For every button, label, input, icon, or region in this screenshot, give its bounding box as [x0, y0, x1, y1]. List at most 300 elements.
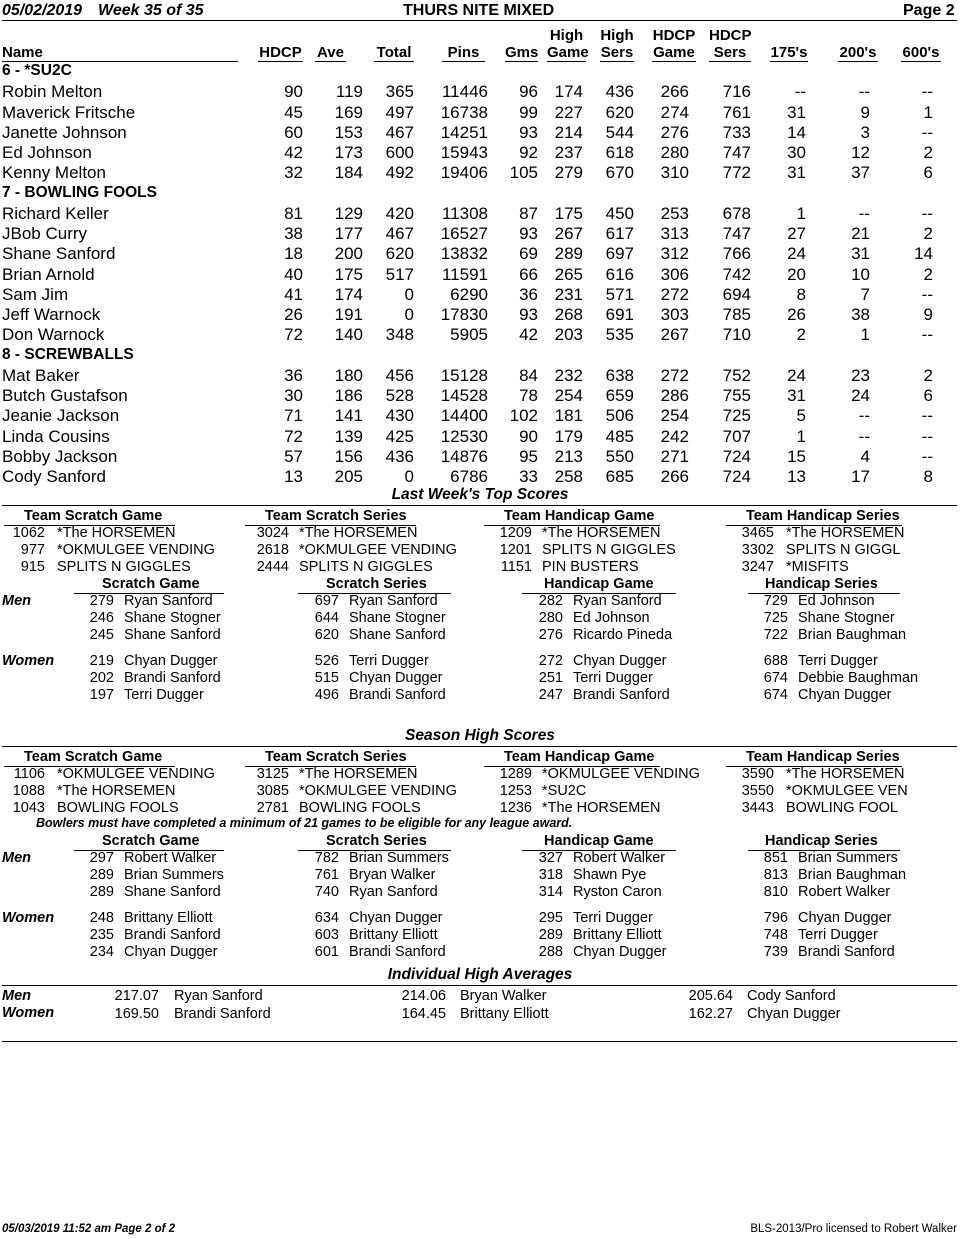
average-value: 162.27: [688, 1006, 733, 1022]
bowler-stat: 280: [660, 143, 689, 162]
men-score: 327: [538, 850, 563, 866]
women-bowler: Terri Dugger: [349, 653, 429, 669]
men-score: 289: [89, 867, 114, 883]
bowler-stat: 506: [605, 406, 634, 426]
col-header-c200: 200's: [839, 44, 877, 61]
women-bowler: Chyan Dugger: [573, 944, 667, 960]
bowler-name: JBob Curry: [2, 224, 88, 243]
team-score: 3443: [741, 800, 774, 816]
col-header-hdcp_game-top: HDCP: [652, 27, 696, 44]
bowler-stat: 430: [385, 406, 414, 426]
bowler-stat: 203: [554, 325, 583, 345]
men-score: 729: [763, 593, 788, 609]
average-value: 214.06: [401, 988, 446, 1004]
team-score: 1088: [12, 783, 45, 799]
bowler-stat: 72: [284, 426, 303, 446]
bowler-stat: 2: [923, 365, 933, 385]
bowler-stat: 24: [787, 244, 806, 264]
women-score: 272: [538, 653, 563, 669]
col-underline: [709, 61, 751, 62]
women-bowler: Chyan Dugger: [124, 944, 218, 960]
women-score: 515: [314, 670, 339, 686]
bowler-stat: 1: [796, 203, 806, 223]
men-bowler: Ricardo Pineda: [573, 627, 673, 643]
team-name: *OKMULGEE VENDING: [299, 542, 457, 558]
col-header-high_sers-top: High: [600, 27, 634, 44]
bowler-stat: 41: [284, 284, 303, 304]
bowler-stat: 716: [722, 82, 751, 102]
average-bowler: Chyan Dugger: [747, 1006, 841, 1022]
bowler-stat: 31: [787, 386, 806, 405]
team-name: *The HORSEMEN: [299, 766, 418, 782]
men-score: 813: [763, 867, 788, 883]
eligibility-note: Bowlers must have completed a minimum of 21 games to be eligible for any league award.: [36, 816, 573, 830]
bowler-stat: 181: [554, 406, 583, 426]
bowler-stat: 140: [334, 325, 363, 345]
bowler-stat: 620: [605, 102, 634, 122]
women-bowler: Terri Dugger: [798, 927, 878, 943]
bowler-stat: 694: [722, 284, 751, 304]
bowler-stat: 153: [334, 122, 363, 142]
bowler-stat: 90: [519, 426, 538, 446]
bowler-stat: 10: [851, 264, 870, 284]
bowler-stat: 129: [334, 203, 363, 223]
bowler-stat: 766: [722, 244, 751, 264]
bowler-stat: 497: [385, 102, 414, 122]
bowler-name: Ed Johnson: [2, 143, 92, 162]
col-underline: [547, 61, 586, 62]
bowler-stat: 15: [787, 446, 806, 466]
team-score: 915: [20, 559, 45, 575]
bowler-stat: 37: [851, 163, 870, 183]
women-bowler: Brandi Sanford: [349, 944, 446, 960]
bowler-stat: 254: [660, 406, 689, 426]
women-score: 247: [538, 687, 563, 703]
team-category-header: Team Scratch Game: [24, 508, 163, 524]
team-name: SPLITS N GIGGLES: [299, 559, 433, 575]
individual-category-header: Scratch Series: [326, 833, 427, 849]
bowler-stat: 9: [860, 102, 870, 122]
week-label: Week 35 of 35: [98, 2, 204, 19]
bowler-stat: 119: [335, 82, 363, 102]
bowler-stat: 303: [660, 305, 689, 324]
team-score: 3302: [741, 542, 774, 558]
averages-rule: [2, 985, 957, 986]
women-bowler: Brittany Elliott: [349, 927, 438, 943]
col-underline: [442, 61, 485, 62]
col-header-gms: Gms: [505, 44, 539, 61]
men-bowler: Ed Johnson: [798, 593, 875, 609]
team-name: *The HORSEMEN: [57, 783, 176, 799]
team-category-header: Team Handicap Game: [504, 508, 655, 524]
bowler-name: Jeff Warnock: [2, 305, 101, 324]
bowler-stat: 638: [605, 365, 634, 385]
women-label: Women: [2, 910, 55, 926]
men-score: 246: [89, 610, 114, 626]
men-score: 314: [538, 884, 563, 900]
bowler-stat: 772: [722, 163, 751, 183]
men-bowler: Shane Sanford: [349, 627, 446, 643]
bowler-stat: 274: [660, 102, 689, 122]
individual-category-header: Handicap Series: [765, 576, 878, 592]
women-bowler: Debbie Baughman: [798, 670, 919, 686]
women-score: 603: [314, 927, 339, 943]
bowler-stat: 14400: [440, 406, 488, 426]
bowler-stat: 38: [851, 305, 870, 324]
bowler-stat: 205: [334, 467, 363, 486]
bowler-stat: 232: [554, 365, 583, 385]
bowler-stat: 279: [554, 163, 583, 183]
women-score: 248: [89, 910, 114, 926]
bowler-stat: 184: [334, 163, 363, 183]
team-score: 1062: [12, 525, 45, 541]
bowler-stat: 69: [519, 244, 538, 264]
bowler-stat: 0: [404, 305, 414, 324]
men-score: 644: [314, 610, 339, 626]
women-bowler: Brandi Sanford: [798, 944, 895, 960]
bowler-stat: --: [921, 203, 933, 223]
team-score: 3465: [741, 525, 774, 541]
bowler-stat: 84: [519, 365, 538, 385]
bowler-stat: 14: [914, 244, 933, 264]
bowler-stat: --: [794, 82, 806, 102]
women-bowler: Brittany Elliott: [124, 910, 213, 926]
team-score: 1209: [499, 525, 532, 541]
bowler-name: Mat Baker: [2, 365, 80, 385]
bowler-stat: 19406: [440, 163, 488, 183]
bowler-stat: 186: [334, 386, 363, 405]
bowler-stat: 436: [605, 82, 634, 102]
bowler-stat: 755: [722, 386, 751, 405]
bowler-stat: 528: [385, 386, 414, 405]
bowler-stat: 175: [554, 203, 583, 223]
women-score: 634: [314, 910, 339, 926]
bowler-name: Bobby Jackson: [2, 446, 118, 466]
bowler-stat: 550: [605, 446, 634, 466]
women-score: 496: [314, 687, 339, 703]
bowler-stat: --: [921, 284, 933, 304]
bowler-stat: 266: [660, 467, 689, 486]
team-name: SPLITS N GIGGLES: [542, 542, 676, 558]
bowler-stat: 13: [787, 467, 806, 486]
bowler-name: Sam Jim: [2, 284, 69, 304]
footer-rule: [2, 1041, 957, 1042]
bowler-stat: 45: [284, 102, 303, 122]
team-score: 1289: [499, 766, 532, 782]
bowler-stat: 13832: [440, 244, 488, 264]
bowler-stat: 618: [605, 143, 634, 162]
bowler-stat: 42: [284, 143, 303, 162]
individual-category-header: Scratch Series: [326, 576, 427, 592]
bowler-stat: --: [858, 82, 870, 102]
bowler-stat: 17830: [440, 305, 488, 324]
team-name: *OKMULGEE VENDING: [299, 783, 457, 799]
team-title: 6 - *SU2C: [2, 62, 72, 79]
men-bowler: Ryan Sanford: [124, 593, 213, 609]
bowler-stat: 26: [284, 305, 303, 324]
individual-category-header: Handicap Game: [544, 833, 654, 849]
bowler-stat: 271: [660, 446, 689, 466]
section-rule: [2, 505, 957, 506]
women-bowler: Brandi Sanford: [573, 687, 670, 703]
bowler-stat: 227: [554, 102, 583, 122]
women-bowler: Chyan Dugger: [349, 910, 443, 926]
men-score: 725: [763, 610, 788, 626]
bowler-stat: 5: [796, 406, 806, 426]
women-bowler: Chyan Dugger: [124, 653, 218, 669]
men-score: 810: [763, 884, 788, 900]
women-score: 748: [763, 927, 788, 943]
header-rule: [2, 20, 957, 21]
team-title: 7 - BOWLING FOOLS: [2, 183, 157, 201]
bowler-stat: 2: [923, 143, 933, 162]
bowler-stat: 93: [519, 122, 538, 142]
bowler-stat: 16738: [440, 102, 488, 122]
women-score: 288: [538, 944, 563, 960]
women-score: 688: [763, 653, 788, 669]
women-score: 234: [89, 944, 114, 960]
bowler-stat: 5905: [450, 325, 488, 345]
bowler-stat: 12: [851, 143, 870, 162]
bowler-stat: 16527: [440, 224, 488, 243]
bowler-stat: 312: [660, 244, 689, 264]
col-header-high_sers-bottom: Sers: [600, 44, 634, 61]
team-name: BOWLING FOOL: [786, 800, 898, 816]
bowler-stat: 659: [605, 386, 634, 405]
col-underline: [315, 61, 346, 62]
men-bowler: Ryston Caron: [573, 884, 662, 900]
bowler-stat: 0: [404, 284, 414, 304]
bowler-name: Kenny Melton: [2, 163, 106, 183]
bowler-stat: 18: [284, 244, 303, 264]
women-bowler: Chyan Dugger: [798, 910, 892, 926]
team-category-header: Team Handicap Series: [746, 508, 900, 524]
bowler-stat: 710: [722, 325, 751, 345]
bowler-stat: 258: [554, 467, 583, 486]
bowler-stat: 724: [722, 467, 751, 486]
bowler-name: Robin Melton: [2, 82, 103, 102]
team-title: 8 - SCREWBALLS: [2, 345, 134, 363]
bowler-stat: 93: [519, 305, 538, 324]
men-score: 245: [89, 627, 114, 643]
team-score: 3550: [741, 783, 774, 799]
bowler-stat: 24: [851, 386, 870, 405]
bowler-name: Brian Arnold: [2, 264, 95, 284]
bowler-stat: 40: [284, 264, 303, 284]
bowler-name: Maverick Fritsche: [2, 102, 136, 122]
bowler-name: Janette Johnson: [2, 122, 127, 142]
bowler-stat: 27: [787, 224, 806, 243]
col-underline: [505, 61, 538, 62]
bowler-stat: 268: [554, 305, 583, 324]
bowler-name: Richard Keller: [2, 203, 109, 223]
men-score: 297: [89, 850, 114, 866]
col-underline: [652, 61, 696, 62]
team-name: BOWLING FOOLS: [299, 800, 421, 816]
men-bowler: Shane Sanford: [124, 884, 221, 900]
bowler-stat: 33: [519, 467, 538, 486]
bowler-stat: 31: [787, 102, 806, 122]
bowler-stat: 289: [554, 244, 583, 264]
men-label: Men: [2, 593, 31, 609]
bowler-stat: --: [858, 426, 870, 446]
team-score: 3125: [256, 766, 289, 782]
bowler-stat: 678: [722, 203, 751, 223]
averages-title: Individual High Averages: [387, 966, 573, 983]
bowler-stat: 200: [334, 244, 363, 264]
team-name: *The HORSEMEN: [542, 800, 661, 816]
col-underline: [258, 61, 303, 62]
men-bowler: Brian Baughman: [798, 867, 907, 883]
bowler-stat: 20: [787, 264, 806, 284]
team-name: *The HORSEMEN: [542, 525, 661, 541]
bowler-stat: 310: [660, 163, 689, 183]
bowler-stat: 747: [722, 143, 751, 162]
women-score: 796: [763, 910, 788, 926]
men-score: 280: [538, 610, 563, 626]
men-score: 289: [89, 884, 114, 900]
bowler-stat: --: [921, 406, 933, 426]
bowler-stat: 11591: [441, 264, 488, 284]
col-underline: [770, 61, 808, 62]
bowler-stat: 92: [519, 143, 538, 162]
section-rule: [2, 746, 957, 747]
women-bowler: Terri Dugger: [573, 910, 653, 926]
bowler-stat: 467: [385, 224, 414, 243]
team-name: *OKMULGEE VENDING: [542, 766, 700, 782]
team-score: 977: [20, 542, 45, 558]
bowler-stat: 492: [385, 163, 414, 183]
bowler-stat: 237: [554, 143, 583, 162]
col-header-c175: 175's: [770, 44, 808, 61]
bowler-stat: 169: [334, 102, 363, 122]
bowler-stat: 14528: [440, 386, 488, 405]
bowler-stat: 450: [605, 203, 634, 223]
women-score: 251: [538, 670, 563, 686]
bowler-stat: 685: [605, 467, 634, 486]
col-header-high_game-bottom: Game: [547, 44, 589, 61]
bowler-stat: 8: [796, 284, 806, 304]
team-name: *The HORSEMEN: [786, 525, 905, 541]
men-score: 279: [89, 593, 114, 609]
men-bowler: Brian Summers: [124, 867, 224, 883]
col-header-hdcp: HDCP: [259, 44, 302, 61]
women-score: 219: [89, 653, 114, 669]
team-category-header: Team Handicap Series: [746, 749, 900, 765]
bowler-stat: 265: [554, 264, 583, 284]
bowler-stat: 571: [605, 284, 634, 304]
bowler-stat: 1: [860, 325, 870, 345]
col-header-name: Name: [2, 44, 43, 61]
team-score: 1106: [13, 766, 45, 782]
bowler-stat: 11308: [441, 203, 488, 223]
bowler-stat: 180: [334, 365, 363, 385]
individual-category-header: Handicap Series: [765, 833, 878, 849]
bowler-stat: 724: [722, 446, 751, 466]
average-bowler: Brittany Elliott: [460, 1006, 549, 1022]
bowler-stat: 425: [385, 426, 414, 446]
bowler-stat: 544: [605, 122, 634, 142]
bowler-stat: 99: [519, 102, 538, 122]
average-bowler: Ryan Sanford: [174, 988, 263, 1004]
team-score: 2444: [256, 559, 289, 575]
team-name: *The HORSEMEN: [299, 525, 418, 541]
bowler-name: Linda Cousins: [2, 426, 110, 446]
women-score: 526: [314, 653, 339, 669]
bowler-stat: 96: [519, 82, 538, 102]
bowler-stat: 9: [923, 305, 933, 324]
bowler-stat: 60: [284, 122, 303, 142]
men-score: 851: [763, 850, 788, 866]
bowler-stat: 31: [851, 244, 870, 264]
bowler-stat: 1: [796, 426, 806, 446]
individual-category-header: Scratch Game: [102, 576, 200, 592]
women-score: 674: [763, 687, 788, 703]
team-score: 3085: [256, 783, 289, 799]
team-name: *OKMULGEE VENDING: [57, 542, 215, 558]
bowler-stat: 691: [605, 305, 634, 324]
men-bowler: Ed Johnson: [573, 610, 650, 626]
team-score: 1236: [499, 800, 532, 816]
women-score: 295: [538, 910, 563, 926]
team-name: *MISFITS: [786, 559, 849, 575]
average-bowler: Bryan Walker: [460, 988, 547, 1004]
section-title: Last Week's Top Scores: [391, 486, 569, 503]
team-name: *SU2C: [542, 783, 587, 799]
team-score: 2618: [256, 542, 289, 558]
bowler-stat: 456: [385, 365, 414, 385]
men-score: 722: [763, 627, 788, 643]
men-bowler: Shane Sanford: [124, 627, 221, 643]
women-bowler: Terri Dugger: [573, 670, 653, 686]
bowler-stat: 71: [284, 406, 303, 426]
team-category-header: Team Scratch Game: [24, 749, 163, 765]
team-name: *The HORSEMEN: [786, 766, 905, 782]
average-value: 164.45: [401, 1006, 446, 1022]
bowler-stat: --: [921, 325, 933, 345]
bowler-stat: 14876: [440, 446, 488, 466]
bowler-stat: 785: [722, 305, 751, 324]
team-name: *The HORSEMEN: [57, 525, 176, 541]
bowler-name: Jeanie Jackson: [2, 406, 120, 426]
bowler-stat: 752: [722, 365, 751, 385]
bowler-stat: 139: [334, 426, 363, 446]
bowler-stat: 17: [851, 467, 870, 486]
women-score: 601: [314, 944, 339, 960]
bowler-stat: 42: [519, 325, 538, 345]
bowler-stat: 12530: [440, 426, 488, 446]
averages-women-label: Women: [2, 1005, 55, 1021]
bowler-stat: 348: [385, 325, 414, 345]
bowler-stat: 72: [284, 325, 303, 345]
men-bowler: Robert Walker: [573, 850, 666, 866]
men-score: 276: [538, 627, 563, 643]
team-score: 1043: [12, 800, 45, 816]
bowler-stat: 6786: [450, 467, 488, 486]
men-bowler: Shane Stogner: [349, 610, 446, 626]
bowler-stat: 90: [284, 82, 303, 102]
bowler-stat: 32: [284, 163, 303, 183]
bowler-stat: --: [858, 406, 870, 426]
bowler-stat: 2: [923, 224, 933, 243]
bowler-stat: 761: [722, 102, 751, 122]
bowler-stat: 2: [923, 264, 933, 284]
men-bowler: Ryan Sanford: [349, 593, 438, 609]
women-bowler: Brandi Sanford: [124, 927, 221, 943]
bowler-stat: 15128: [440, 365, 488, 385]
bowler-stat: --: [921, 122, 933, 142]
team-score: 1201: [499, 542, 532, 558]
